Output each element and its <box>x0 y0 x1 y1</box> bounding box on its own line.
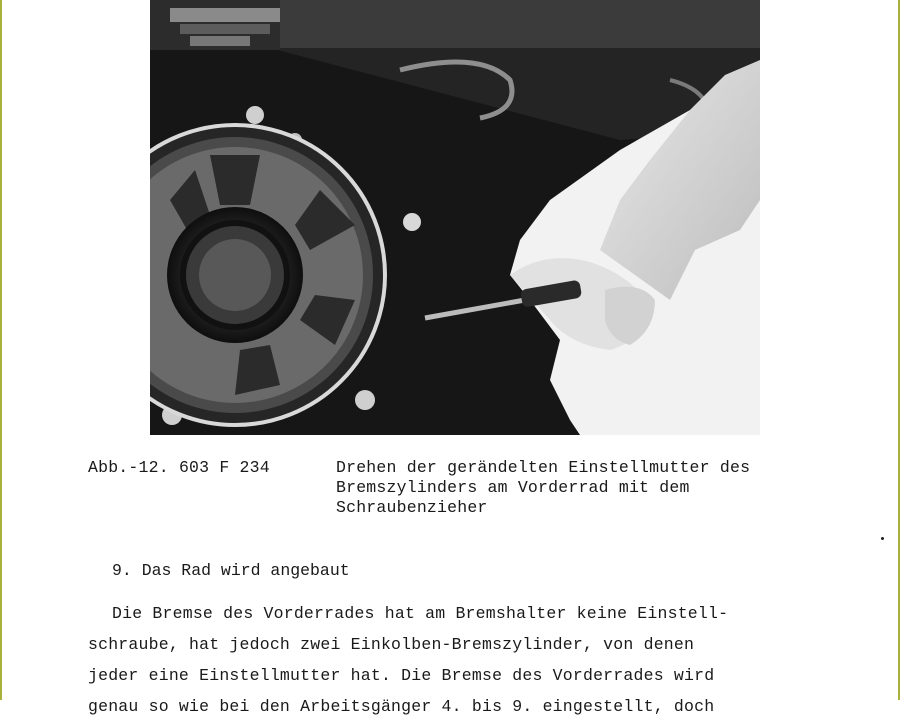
body-paragraph <box>88 598 878 722</box>
paragraph-line: Die Bremse des Vorderrades hat am Bremshalter keine Einstell- <box>112 604 729 623</box>
ink-speck <box>881 537 884 540</box>
caption-line: Schraubenzieher <box>336 498 488 517</box>
figure-number: Abb.-12. 603 F 234 <box>88 458 270 477</box>
paragraph-line: genau so wie bei den Arbeitsgänger 4. bis 9. eingestellt, doch <box>88 697 715 716</box>
section-heading: 9. Das Rad wird angebaut <box>112 561 350 580</box>
figure-photo <box>150 0 760 435</box>
caption-line: Drehen der gerändelten Einstellmutter des <box>336 458 751 477</box>
caption-line: Bremszylinders am Vorderrad mit dem <box>336 478 690 497</box>
paragraph-line: schraube, hat jedoch zwei Einkolben-Bremszylinder, von denen <box>88 635 695 654</box>
figure-caption-text <box>336 458 876 518</box>
figure-code: 603 F 234 <box>178 458 270 477</box>
paragraph-line: jeder eine Einstellmutter hat. Die Bremse des Vorderrades wird <box>88 666 715 685</box>
